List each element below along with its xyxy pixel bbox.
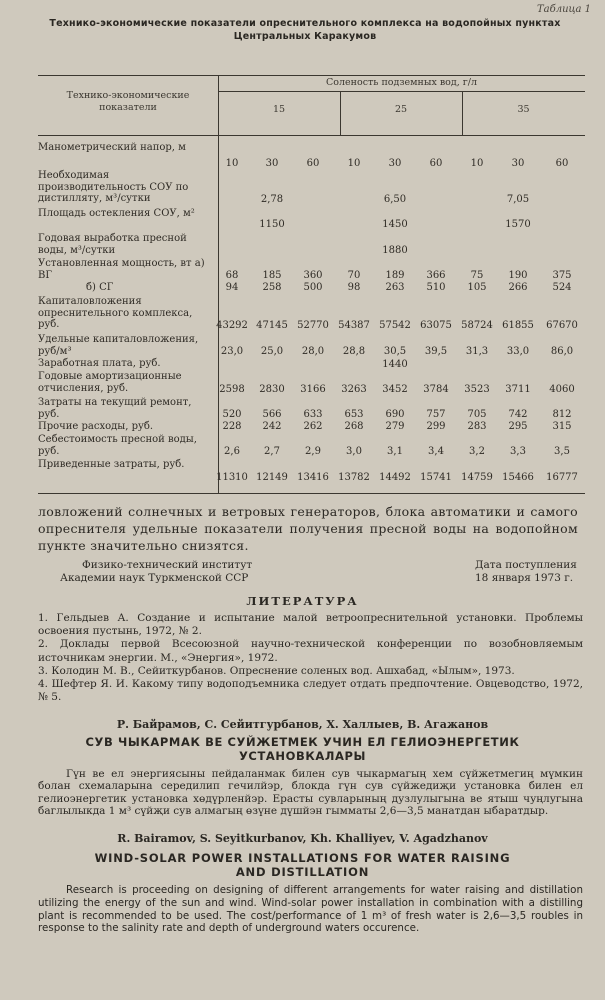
table-cell: 3166 (300, 384, 326, 395)
table-cell: 6,50 (383, 194, 407, 205)
literature-heading: ЛИТЕРАТУРА (246, 594, 359, 608)
table-cell: 105 (467, 282, 487, 293)
table-cell: 375 (552, 270, 572, 281)
table-cell: 28,0 (301, 346, 325, 357)
table-cell: 13782 (338, 472, 370, 483)
row-label: Годовая выработка пресной воды, м³/сутки (38, 233, 187, 256)
english-title-line-2: AND DISTILLATION (235, 865, 370, 879)
table-cell: 47145 (256, 320, 288, 331)
table-header-group-35: 35 (517, 104, 530, 115)
table-cell: 3,0 (346, 446, 362, 457)
table-cell: 268 (344, 421, 364, 432)
table-cell: 2830 (259, 384, 285, 395)
table-cell: 1150 (259, 219, 285, 230)
table-cell: 242 (262, 421, 282, 432)
table-cell: 263 (385, 282, 405, 293)
table-cell: 31,3 (465, 346, 489, 357)
table-cell: 43292 (216, 320, 248, 331)
table-bottom-rule (38, 493, 585, 494)
table-cell: 15741 (420, 472, 452, 483)
table-header-group-15: 15 (272, 104, 286, 115)
table-cell: 299 (426, 421, 446, 432)
row-label: Заработная плата, руб. (38, 358, 161, 369)
table-title (20, 17, 590, 43)
table-cell: 57542 (379, 320, 411, 331)
table-cell: 11310 (216, 472, 248, 483)
table-cell: 3,2 (469, 446, 485, 457)
table-cell: 2,78 (260, 194, 284, 205)
table-cell: 30 (511, 158, 525, 169)
table-cell: 3711 (505, 384, 531, 395)
table-cell: 2,6 (224, 446, 240, 457)
table-cell: 15466 (502, 472, 534, 483)
table-cell: 33,0 (506, 346, 530, 357)
table-cell: 30,5 (383, 346, 407, 357)
table-cell: 366 (426, 270, 446, 281)
table-cell: 10 (470, 158, 484, 169)
table-cell: 7,05 (506, 194, 530, 205)
table-cell: 2598 (219, 384, 245, 395)
row-label: Затраты на текущий ремонт, руб. (38, 397, 192, 420)
table-top-rule (38, 75, 585, 76)
table-cell: 295 (508, 421, 528, 432)
row-label: Себестоимость пресной воды, руб. (38, 434, 197, 457)
row-label: б) СГ (86, 282, 114, 293)
institute-line-2: Академии наук Туркменской ССР (60, 572, 249, 584)
table-header-group-25: 25 (394, 104, 408, 115)
table-cell: 2,7 (264, 446, 280, 457)
reference-item: 4. Шефтер Я. И. Какому типу водоподъемника следует отдать предпочтение. Овцеводство, 1972, № 5. (38, 678, 583, 704)
table-cell: 3,3 (510, 446, 526, 457)
table-cell: 185 (262, 270, 282, 281)
table-cell: 315 (552, 421, 572, 432)
table-title-line-1: Технико-экономические показатели опреснительного комплекса на водопойных пунктах (49, 18, 561, 29)
row-label: Необходимая производительность СОУ по дистилляту, м³/сутки (38, 170, 189, 204)
table-cell: 524 (552, 282, 572, 293)
table-cell: 3784 (423, 384, 449, 395)
turkmen-title-line-1: СУВ ЧЫКАРМАК ВЕ СУЙЖЕТМЕК УЧИН ЕЛ ГЕЛИОЭНЕРГЕТИК (85, 735, 520, 749)
table-cell: 4060 (549, 384, 575, 395)
english-abstract: Research is proceeding on designing of different arrangements for water raising and distillation utilizing the energy of the sun and wind. Wind-solar power installation in combination with a distilling plant is recommended to be used. The cost/performance of 1 m³ of fresh water is 2,6—3,5 roubles in response to the salinity rate and depth of underground waters occurence. (38, 884, 583, 935)
table-cell: 1880 (382, 245, 408, 256)
table-cell: 70 (347, 270, 361, 281)
table-cell: 510 (426, 282, 446, 293)
received-value: 18 января 1973 г. (475, 572, 574, 584)
reference-item: 1. Гельдыев А. Создание и испытание малой ветроопреснительной установки. Проблемы освоения пустынь, 1972, № 2. (38, 612, 583, 638)
table-cell: 28,8 (342, 346, 366, 357)
table-cell: 60 (306, 158, 320, 169)
english-title-line-1: WIND-SOLAR POWER INSTALLATIONS FOR WATER RAISING (94, 851, 511, 865)
institute-line-1: Физико-технический институт (82, 559, 253, 571)
table-cell: 283 (467, 421, 487, 432)
table-cell: 189 (385, 270, 405, 281)
table-header-indicator: Технико-экономические показатели (66, 90, 190, 113)
turkmen-title-line-2: УСТАНОВКАЛАРЫ (238, 749, 367, 763)
reference-item: 3. Колодин М. В., Сейиткурбанов. Опреснение соленых вод. Ашхабад, «Ылым», 1973. (38, 664, 515, 677)
table-cell: 520 (222, 409, 242, 420)
table-cell: 566 (262, 409, 282, 420)
table-cell: 812 (552, 409, 572, 420)
table-cell: 68 (225, 270, 239, 281)
row-label: Удельные капиталовложения, руб/м³ (38, 334, 199, 357)
table-cell: 1570 (505, 219, 531, 230)
table-cell: 10 (347, 158, 361, 169)
table-cell: 94 (225, 282, 239, 293)
table-cell: 1450 (382, 219, 408, 230)
table-cell: 12149 (256, 472, 288, 483)
turkmen-abstract: Гүн ве ел энергиясыны пейдаланмак билен сув чыкармагың хем сүйжетмегиң мүмкин болан схемаларына середилип гечилйэр, блокда гүн сув сүйжедиҗи установка билен ел гелиоэнергетик установка хөдүрленйэр. Ерасты сувларының дузлулыгына ве ятыш чуңлугына баглылыкда 1 м³ сүйҗи сув алмагың өзүне дүшйэн гымматы 2,6—3,5 манатдан ыбаратдыр. (38, 768, 583, 818)
received-label: Дата поступления (475, 559, 577, 571)
table-cell: 10 (225, 158, 239, 169)
row-label: Манометрический напор, м (38, 142, 186, 153)
table-cell: 63075 (420, 320, 452, 331)
table-cell: 86,0 (550, 346, 574, 357)
table-cell: 75 (470, 270, 484, 281)
table-cell: 705 (467, 409, 487, 420)
table-cell: 52770 (297, 320, 329, 331)
table-cell: 60 (429, 158, 443, 169)
table-header-salinity: Соленость подземных вод, г/л (326, 77, 477, 88)
table-cell: 54387 (338, 320, 370, 331)
table-title-line-2: Центральных Каракумов (233, 31, 377, 42)
table-header-bottom-rule (38, 135, 585, 136)
table-cell: 3,4 (428, 446, 444, 457)
table-cell: 2,9 (305, 446, 321, 457)
table-cell: 653 (344, 409, 364, 420)
body-paragraph: ловложений солнечных и ветровых генераторов, блока автоматики и самого опреснителя удельные показатели получения пресной воды на водопойном пункте значительно снизятся. (38, 504, 578, 553)
table-cell: 690 (385, 409, 405, 420)
table-cell: 1440 (382, 359, 408, 370)
table-cell: 258 (262, 282, 282, 293)
table-cell: 228 (222, 421, 242, 432)
row-label: Приведенные затраты, руб. (38, 459, 185, 470)
english-authors: R. Bairamov, S. Seyitkurbanov, Kh. Khalliyev, V. Agadzhanov (117, 832, 488, 845)
table-cell: 3523 (464, 384, 490, 395)
table-salinity-rule (218, 91, 585, 92)
table-cell: 757 (426, 409, 446, 420)
reference-list (38, 612, 583, 704)
table-cell: 360 (303, 270, 323, 281)
row-label: Капиталовложения опреснительного комплекса, руб. (38, 296, 193, 330)
table-number-label: Таблица 1 (536, 4, 591, 15)
table-cell: 23,0 (220, 346, 244, 357)
table-cell: 266 (508, 282, 528, 293)
table-cell: 262 (303, 421, 323, 432)
table-cell: 60 (555, 158, 569, 169)
reference-item: 2. Доклады первой Всесоюзной научно-технической конференции по возобновляемым источникам энергии. М., «Энергия», 1972. (38, 638, 583, 664)
table-cell: 3,1 (387, 446, 403, 457)
table-cell: 3452 (382, 384, 408, 395)
table-cell: 190 (508, 270, 528, 281)
table-cell: 3,5 (554, 446, 570, 457)
row-label: Годовые амортизационные отчисления, руб. (38, 371, 182, 394)
table-cell: 13416 (297, 472, 329, 483)
table-cell: 3263 (341, 384, 367, 395)
received-date (475, 559, 577, 585)
turkmen-authors: Р. Байрамов, С. Сейитгурбанов, Х. Халлыев, В. Агажанов (116, 718, 489, 731)
table-cell: 98 (347, 282, 361, 293)
table-cell: 58724 (461, 320, 493, 331)
table-cell: 30 (388, 158, 402, 169)
table-cell: 14492 (379, 472, 411, 483)
table-cell: 61855 (502, 320, 534, 331)
table-cell: 16777 (546, 472, 578, 483)
table-cell: 633 (303, 409, 323, 420)
table-cell: 14759 (461, 472, 493, 483)
table-cell: 279 (385, 421, 405, 432)
table-cell: 742 (508, 409, 528, 420)
row-label: Установленная мощность, вт а) ВГ (38, 258, 205, 281)
table-cell: 25,0 (260, 346, 284, 357)
table-cell: 39,5 (424, 346, 448, 357)
institute-affiliation (60, 559, 252, 585)
row-label: Площадь остекления СОУ, м² (38, 208, 195, 219)
table-cell: 30 (265, 158, 279, 169)
table-cell: 67670 (546, 320, 578, 331)
row-label: Прочие расходы, руб. (38, 421, 154, 432)
table-cell: 500 (303, 282, 323, 293)
